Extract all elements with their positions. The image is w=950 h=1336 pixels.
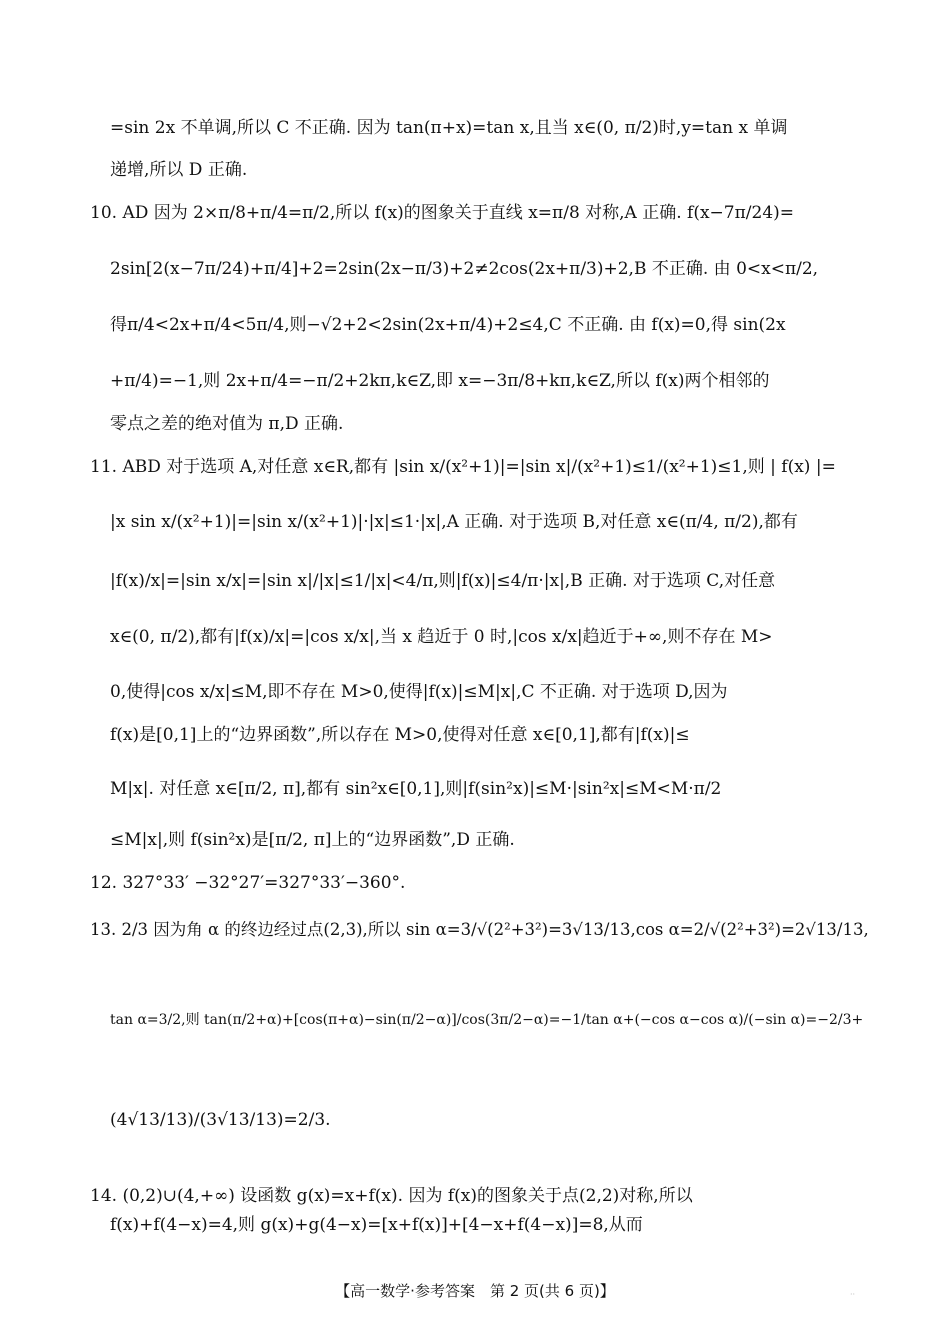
answer-14-line-1: 14. (0,2)∪(4,+∞) 设函数 g(x)=x+f(x). 因为 f(x)的图象关于点(2,2)对称,所以 (90, 1186, 693, 1206)
answer-10-line-2: 2sin[2(x−7π/24)+π/4]+2=2sin(2x−π/3)+2≠2cos(2x+π/3)+2,B 不正确. 由 0<x<π/2, (110, 259, 819, 279)
answer-11-line-5: 0,使得|cos x/x|≤M,即不存在 M>0,使得|f(x)|≤M|x|,C 不正确. 对于选项 D,因为 (110, 682, 728, 702)
answer-11-line-2: |x sin x/(x²+1)|=|sin x/(x²+1)|·|x|≤1·|x|,A 正确. 对于选项 B,对任意 x∈(π/4, π/2),都有 (110, 512, 798, 532)
answer-10-line-1: 10. AD 因为 2×π/8+π/4=π/2,所以 f(x)的图象关于直线 x=π/8 对称,A 正确. f(x−7π/24)= (90, 203, 795, 223)
corner-mark: ·· (850, 1290, 856, 1299)
answer-11-line-1: 11. ABD 对于选项 A,对任意 x∈R,都有 |sin x/(x²+1)|=|sin x|/(x²+1)≤1/(x²+1)≤1,则 | f(x) |= (90, 457, 836, 477)
text-line-1: =sin 2x 不单调,所以 C 不正确. 因为 tan(π+x)=tan x,且当 x∈(0, π/2)时,y=tan x 单调 (110, 118, 788, 138)
page-footer: 【高一数学·参考答案 第 2 页(共 6 页)】 (335, 1282, 615, 1300)
answer-11-line-7: M|x|. 对任意 x∈[π/2, π],都有 sin²x∈[0,1],则|f(sin²x)|≤M·|sin²x|≤M<M·π/2 (110, 779, 722, 799)
answer-12: 12. 327°33′ −32°27′=327°33′−360°. (90, 873, 406, 893)
answer-11-line-4: x∈(0, π/2),都有|f(x)/x|=|cos x/x|,当 x 趋近于 0 时,|cos x/x|趋近于+∞,则不存在 M> (110, 627, 773, 647)
text-line-2: 递增,所以 D 正确. (110, 160, 248, 180)
answer-13-line-1: 13. 2/3 因为角 α 的终边经过点(2,3),所以 sin α=3/√(2²+3²)=3√13/13,cos α=2/√(2²+3²)=2√13/13, (90, 920, 869, 939)
answer-10-line-5: 零点之差的绝对值为 π,D 正确. (110, 414, 344, 434)
answer-10-line-3: 得π/4<2x+π/4<5π/4,则−√2+2<2sin(2x+π/4)+2≤4,C 不正确. 由 f(x)=0,得 sin(2x (110, 315, 786, 335)
answer-11-line-3: |f(x)/x|=|sin x/x|=|sin x|/|x|≤1/|x|<4/π,则|f(x)|≤4/π·|x|,B 正确. 对于选项 C,对任意 (110, 571, 776, 591)
answer-13-line-2: tan α=3/2,则 tan(π/2+α)+[cos(π+α)−sin(π/2−α)]/cos(3π/2−α)=−1/tan α+(−cos α−cos α)/(−sin α)=−2/3+ (110, 1012, 864, 1028)
answer-10-line-4: +π/4)=−1,则 2x+π/4=−π/2+2kπ,k∈Z,即 x=−3π/8+kπ,k∈Z,所以 f(x)两个相邻的 (110, 371, 770, 391)
answer-11-line-6: f(x)是[0,1]上的“边界函数”,所以存在 M>0,使得对任意 x∈[0,1],都有|f(x)|≤ (110, 725, 690, 745)
answer-14-line-2: f(x)+f(4−x)=4,则 g(x)+g(4−x)=[x+f(x)]+[4−x+f(4−x)]=8,从而 (110, 1215, 643, 1235)
answer-11-line-8: ≤M|x|,则 f(sin²x)是[π/2, π]上的“边界函数”,D 正确. (110, 830, 515, 850)
answer-13-line-3: (4√13/13)/(3√13/13)=2/3. (110, 1110, 331, 1130)
